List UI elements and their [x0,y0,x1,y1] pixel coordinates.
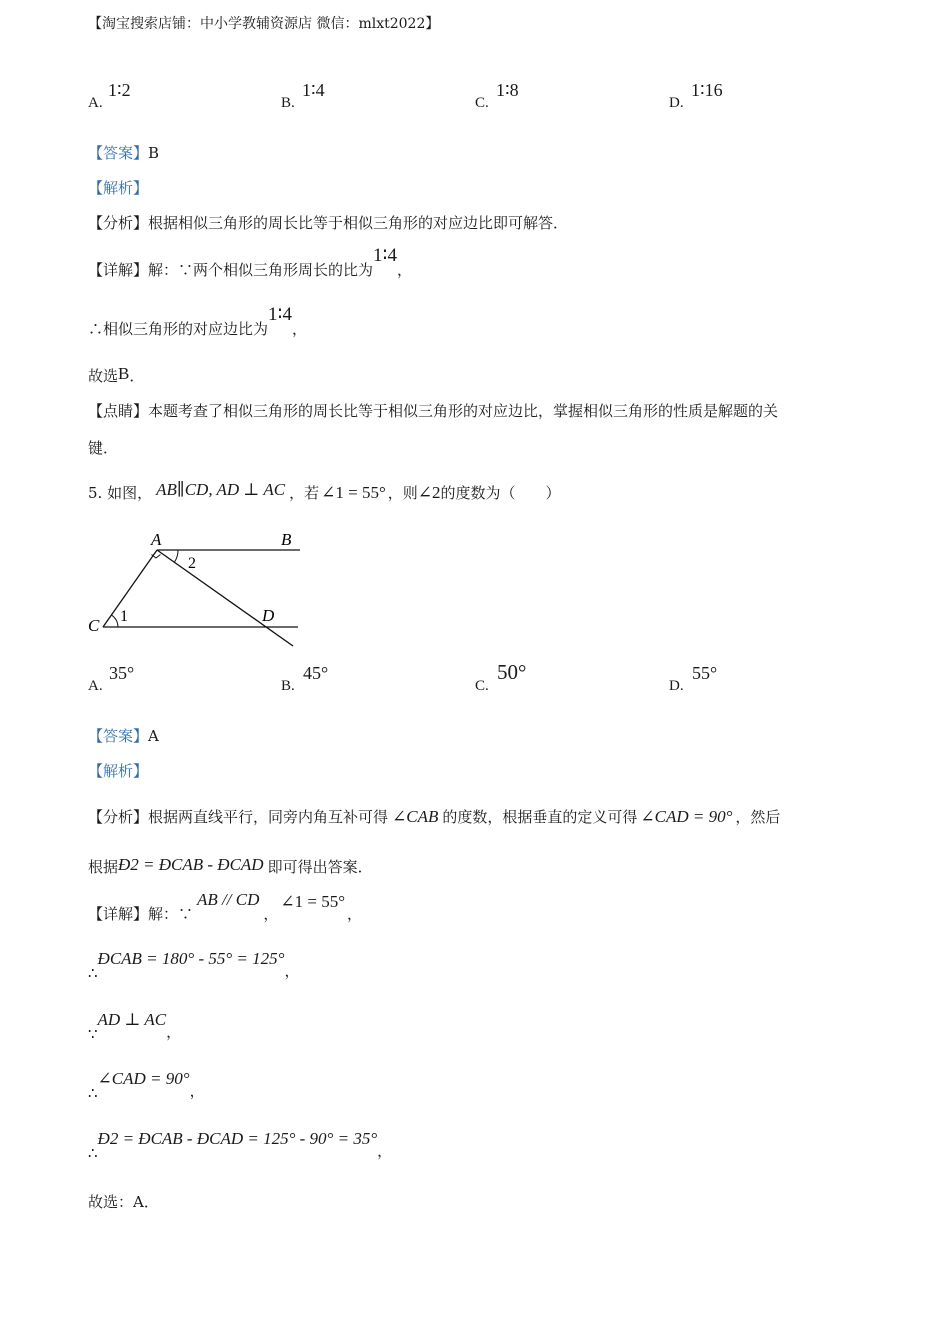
q4-comma1: ， [396,261,412,279]
q5-fenxi-line2-m: Ð2 = ÐCAB - ÐCAD [118,855,264,874]
q5-step1 [88,948,300,982]
q4-dianjing-tag: 【点睛】 [88,402,149,420]
q4-option-a-label: A. [88,95,103,111]
q5-fenxi [88,806,780,827]
label-b: B [281,530,292,549]
q5-fenxi-tag: 【分析】 [88,808,149,826]
q5-final: 故选：A． [88,1193,159,1211]
because-symbol: ∵ [88,1025,98,1043]
q5-fenxi-a: 根据两直线平行，同旁内角互补可得 [148,808,389,826]
q5-step2 [88,1009,182,1043]
label-d: D [262,606,275,625]
q4-answer [88,142,159,163]
q5-option-b-value: 45° [303,663,329,683]
q5-xiangjie-sep: ， [263,905,279,923]
q4-dianjing-line2: 键． [88,439,119,457]
therefore-symbol: ∴ [88,1084,98,1102]
q4-xiangjie-tag: 【详解】 [88,261,149,279]
q4-option-c-value: 1∶8 [496,80,519,100]
label-angle-1: 1 [120,608,128,625]
q4-ratio2: 1∶4 [268,304,292,325]
q5-fenxi-line2 [88,856,373,877]
q4-option-d-value: 1∶16 [691,80,723,100]
q5-mid1: ，若 [289,484,320,502]
q4-xiangjie-text: 解：∵两个相似三角形周长的比为 [148,261,374,279]
label-a: A [151,530,162,549]
angle-1-arc [112,615,119,627]
q5-fenxi-line2-b: 即可得出答案． [267,858,373,876]
q4-fenxi-tag: 【分析】 [88,214,149,232]
q4-guxuan-value: B [118,364,130,383]
q5-option-d-value: 55° [692,663,718,683]
q4-ratio1: 1∶4 [373,245,397,266]
q5-step4 [88,1128,393,1162]
label-angle-2: 2 [188,555,196,572]
q5-answer-value: A [148,727,159,745]
q4-xiangjie [88,245,412,281]
q5-step3-comma: ， [189,1082,205,1100]
therefore-symbol: ∴ [88,1144,98,1162]
q5-jiexi-tag: 【解析】 [88,762,149,780]
q5-xiangjie-m1: AB // CD [197,890,260,909]
q5-step4-math: Ð2 = ÐCAB - ÐCAD = 125° - 90° = 35° [97,1129,378,1148]
q5-cond2: ∠1 = 55° [321,483,386,502]
q4-guxuan-text: 故选 [88,367,119,385]
q5-xiangjie-end: ， [347,905,363,923]
q5-tail: 的度数为（ ） [440,484,561,502]
q5-number: 5. 如图， [88,484,153,502]
q5-step1-math: ÐCAB = 180° - 55° = 125° [97,949,285,968]
q5-stem [88,482,561,503]
q5-fenxi-line2-a: 根据 [88,858,119,876]
angle-2-arc [175,550,179,562]
q4-option-d-label: D. [669,95,684,111]
q5-step3 [88,1068,205,1102]
line-ad [157,550,293,646]
q5-answer-tag: 【答案】 [88,727,149,745]
line-ac [103,550,157,627]
q4-option-c-label: C. [475,95,489,111]
q5-mid2: ，则 [387,484,418,502]
q4-guxuan [88,365,144,386]
q5-fenxi-c: ，然后 [735,808,781,826]
q5-fenxi-b: 的度数，根据垂直的定义可得 [442,808,638,826]
q5-option-b-label: B. [281,678,295,694]
q5-xiangjie [88,890,363,924]
q5-option-a-value: 35° [109,663,135,683]
q4-therefore-text: ∴相似三角形的对应边比为 [88,320,269,338]
q5-xiangjie-tag: 【详解】 [88,905,149,923]
q5-option-a-label: A. [88,678,103,694]
q4-therefore [88,304,307,340]
q5-option-c-label: C. [475,678,489,694]
q5-xiangjie-a: 解：∵ [148,905,194,923]
q5-answer [88,725,159,746]
q5-cond1: AB∥CD, AD ⊥ AC [156,480,286,499]
q5-step2-math: AD ⊥ AC [97,1010,167,1029]
q5-cond3: ∠2 [417,483,441,502]
q5-step1-comma: ， [284,962,300,980]
q4-guxuan-dot: ． [129,367,145,385]
q4-jiexi-tag: 【解析】 [88,179,149,197]
label-c: C [88,616,100,635]
q4-answer-tag: 【答案】 [88,144,149,162]
q5-fenxi-m2: ∠CAD = 90° [640,807,733,826]
q5-step3-math: ∠CAD = 90° [97,1069,190,1088]
q5-xiangjie-m2: ∠1 = 55° [280,892,346,911]
q5-fenxi-m1: ∠CAB [392,807,439,826]
page-header: 【淘宝搜索店铺：中小学教辅资源店 微信：mlxt2022】 [88,16,440,32]
q5-figure [80,525,320,655]
therefore-symbol: ∴ [88,964,98,982]
q4-fenxi-text: 根据相似三角形的周长比等于相似三角形的对应边比即可解答． [148,214,569,232]
q5-option-d-label: D. [669,678,684,694]
q5-step4-comma: ， [377,1142,393,1160]
q4-option-a-value: 1∶2 [108,80,131,100]
q4-dianjing [88,400,778,421]
q4-option-b-value: 1∶4 [302,80,325,100]
q4-dianjing-line1: 本题考查了相似三角形的周长比等于相似三角形的对应边比，掌握相似三角形的性质是解题的关 [148,402,779,420]
q4-answer-value: B [148,144,160,162]
q4-fenxi [88,212,568,233]
q4-comma2: ， [291,320,307,338]
q5-step2-comma: ， [166,1023,182,1041]
q5-option-c-value: 50° [497,660,527,684]
q4-option-b-label: B. [281,95,295,111]
